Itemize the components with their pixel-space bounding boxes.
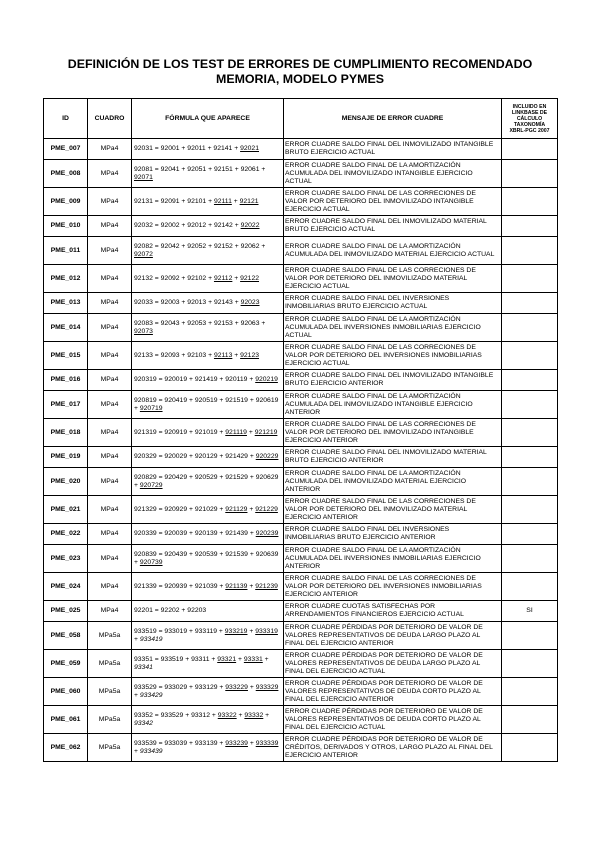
cell-cuadro: MPa4 — [88, 545, 132, 573]
table-row — [44, 160, 558, 188]
cell-formula — [132, 419, 284, 447]
cell-incluido — [502, 447, 558, 468]
header-incluido-line: TAXONOMÍA — [513, 121, 546, 128]
cell-formula — [132, 524, 284, 545]
cell-mensaje: ERROR CUADRE SALDO FINAL DEL INMOVILIZADO MATERIAL BRUTO EJERCICIO ACTUAL — [284, 216, 502, 237]
formula-segment: 921139 — [225, 582, 248, 590]
formula-segment: 921339 = 920939 + 921039 + — [134, 582, 226, 590]
formula-segment: 93352 = 933529 + 93312 + — [134, 711, 218, 719]
cell-cuadro: MPa5a — [88, 734, 132, 762]
header-incluido-line: INCLUIDO EN — [512, 103, 547, 110]
cell-id: PME_019 — [44, 447, 88, 468]
formula-segment: 92033 = 92003 + 92013 + 92143 + — [134, 299, 241, 306]
cell-cuadro: MPa5a — [88, 622, 132, 650]
cell-id: PME_060 — [44, 678, 88, 706]
cell-formula — [132, 370, 284, 391]
cell-formula — [132, 545, 284, 573]
cell-incluido — [502, 419, 558, 447]
formula-segment: 92071 — [134, 173, 153, 181]
cell-mensaje: ERROR CUADRE SALDO FINAL DE LA AMORTIZACIÓN ACUMULADA DEL INVERSIONES INMOBILIARIAS EJERCICIO ACTUAL — [284, 314, 502, 342]
cell-id: PME_058 — [44, 622, 88, 650]
cell-cuadro: MPa4 — [88, 524, 132, 545]
table-row — [44, 468, 558, 496]
cell-id: PME_016 — [44, 370, 88, 391]
cell-incluido — [502, 678, 558, 706]
formula-segment: 93341 — [134, 663, 153, 671]
formula-segment: 933419 — [139, 635, 163, 643]
formula-segment: 921319 = 920919 + 921019 + — [134, 428, 226, 436]
formula-segment: 920339 = 920039 + 920139 + 921439 + — [134, 530, 256, 537]
formula-segment: + — [247, 739, 256, 747]
formula-segment: 92021 — [240, 145, 259, 152]
cell-formula — [132, 160, 284, 188]
cell-cuadro: MPa4 — [88, 419, 132, 447]
cell-incluido: SI — [502, 601, 558, 622]
formula-segment: 92073 — [134, 327, 153, 335]
header-mensaje: MENSAJE DE ERROR CUADRE — [284, 99, 502, 139]
cell-mensaje: ERROR CUADRE SALDO FINAL DE LA AMORTIZACIÓN ACUMULADA DEL INMOVILIZADO INTANGIBLE EJERCICIO ACTUAL — [284, 160, 502, 188]
table-row — [44, 293, 558, 314]
table-row — [44, 601, 558, 622]
cell-formula — [132, 391, 284, 419]
cell-id: PME_014 — [44, 314, 88, 342]
cell-mensaje: ERROR CUADRE SALDO FINAL DE LAS CORRECIONES DE VALOR POR DETERIORO DEL INMOVILIZADO MATERIAL EJERCICIO ACTUAL — [284, 265, 502, 293]
cell-cuadro: MPa4 — [88, 468, 132, 496]
formula-segment: + — [247, 505, 256, 513]
formula-segment: 933229 — [225, 683, 248, 691]
cell-incluido — [502, 216, 558, 237]
formula-segment: + — [232, 351, 241, 359]
cell-incluido — [502, 496, 558, 524]
formula-segment: 92072 — [134, 250, 153, 258]
cell-cuadro: MPa4 — [88, 160, 132, 188]
cell-incluido — [502, 650, 558, 678]
cell-formula — [132, 650, 284, 678]
formula-segment: 920239 — [255, 530, 279, 537]
cell-id: PME_015 — [44, 342, 88, 370]
formula-segment: 933519 = 933019 + 933119 + — [134, 627, 225, 635]
formula-segment: + — [263, 711, 270, 719]
cell-incluido — [502, 468, 558, 496]
cell-incluido — [502, 265, 558, 293]
cell-incluido — [502, 622, 558, 650]
formula-segment: + — [247, 683, 256, 691]
cell-id: PME_017 — [44, 391, 88, 419]
cell-cuadro: MPa5a — [88, 678, 132, 706]
cell-cuadro: MPa4 — [88, 188, 132, 216]
header-incluido-line: CÁLCULO — [516, 115, 543, 122]
formula-segment: 92023 — [240, 299, 260, 306]
cell-formula — [132, 734, 284, 762]
cell-mensaje: ERROR CUADRE SALDO FINAL DE LA AMORTIZACIÓN ACUMULADA DEL INMOVILIZADO MATERIAL EJERCICIO ACTUAL — [284, 237, 502, 265]
table-row — [44, 678, 558, 706]
cell-formula — [132, 447, 284, 468]
formula-segment: 933329 — [255, 683, 279, 691]
cell-cuadro: MPa4 — [88, 601, 132, 622]
cell-formula — [132, 706, 284, 734]
cell-mensaje: ERROR CUADRE PÉRDIDAS POR DETERIORO DE VALOR DE VALORES REPRESENTATIVOS DE DEUDA CORTO PLAZO AL FINAL DEL EJERCICIO ACTUAL — [284, 706, 502, 734]
table-row — [44, 622, 558, 650]
cell-formula — [132, 314, 284, 342]
formula-segment: 93331 — [243, 655, 263, 663]
header-id: ID — [44, 99, 88, 139]
cell-mensaje: ERROR CUADRE SALDO FINAL DE LA AMORTIZACIÓN ACUMULADA DEL INVERSIONES INMOBILIARIAS EJERCICIO ANTERIOR — [284, 545, 502, 573]
formula-segment: 92032 = 92002 + 92012 + 92142 + — [134, 222, 241, 229]
cell-incluido — [502, 706, 558, 734]
cell-incluido — [502, 314, 558, 342]
header-incluido-line: XBRL-PGC 2007 — [509, 127, 550, 134]
cell-mensaje: ERROR CUADRE SALDO FINAL DEL INMOVILIZADO MATERIAL BRUTO EJERCICIO ANTERIOR — [284, 447, 502, 468]
table-row — [44, 216, 558, 237]
formula-segment: 933319 — [255, 627, 278, 635]
formula-segment: 92113 — [213, 351, 233, 359]
cell-id: PME_025 — [44, 601, 88, 622]
cell-id: PME_007 — [44, 139, 88, 160]
formula-segment: 920319 = 920019 + 921419 + 920119 + — [134, 376, 256, 383]
cell-mensaje: ERROR CUADRE PÉRDIDAS POR DETERIORO DE VALOR DE CRÉDITOS, DERIVADOS Y OTROS, LARGO PLAZO AL FINAL DEL EJERCICIO ANTERIOR — [284, 734, 502, 762]
formula-segment: + — [134, 635, 140, 643]
formula-segment: + — [247, 627, 256, 635]
formula-segment: + — [262, 655, 269, 663]
cell-formula — [132, 188, 284, 216]
formula-segment: 921329 = 920929 + 921029 + — [134, 505, 226, 513]
cell-mensaje: ERROR CUADRE SALDO FINAL DE LAS CORRECIONES DE VALOR POR DETERIORO DEL INMOVILIZADO INTANGIBLE EJERCICIO ACTUAL — [284, 188, 502, 216]
cell-id: PME_018 — [44, 419, 88, 447]
cell-cuadro: MPa4 — [88, 293, 132, 314]
formula-segment: 92081 = 92041 + 92051 + 92151 + 92061 + — [134, 165, 266, 173]
cell-formula — [132, 293, 284, 314]
formula-segment: + — [247, 582, 256, 590]
formula-segment: 92123 — [240, 351, 260, 359]
cell-incluido — [502, 370, 558, 391]
cell-mensaje: ERROR CUADRE SALDO FINAL DEL INMOVILIZADO INTANGIBLE BRUTO EJERCICIO ACTUAL — [284, 139, 502, 160]
table-row — [44, 139, 558, 160]
title-line-2: MEMORIA, MODELO PYMES — [216, 72, 384, 86]
cell-cuadro: MPa4 — [88, 342, 132, 370]
cell-mensaje: ERROR CUADRE SALDO FINAL DEL INVERSIONES INMOBILIARIAS BRUTO EJERCICIO ANTERIOR — [284, 524, 502, 545]
cell-formula — [132, 496, 284, 524]
cell-mensaje: ERROR CUADRE SALDO FINAL DE LA AMORTIZACIÓN ACUMULADA DEL INMOVILIZADO MATERIAL EJERCICIO ANTERIOR — [284, 468, 502, 496]
table-header-row — [44, 99, 558, 139]
cell-id: PME_021 — [44, 496, 88, 524]
cell-formula — [132, 622, 284, 650]
formula-segment: 921229 — [255, 505, 278, 513]
table-row — [44, 237, 558, 265]
table-row — [44, 734, 558, 762]
formula-segment: 920229 — [255, 453, 279, 460]
formula-segment: 933539 = 933039 + 933139 + — [134, 739, 226, 747]
cell-mensaje: ERROR CUADRE SALDO FINAL DE LAS CORRECIONES DE VALOR POR DETERIORO DEL INVERSIONES INMOBILIARIAS EJERCICIO ACTUAL — [284, 342, 502, 370]
table-row — [44, 650, 558, 678]
table-row — [44, 419, 558, 447]
formula-segment: 92122 — [240, 274, 260, 282]
table-row — [44, 391, 558, 419]
formula-segment: 92022 — [240, 222, 260, 229]
formula-segment: 92031 = 92001 + 92011 + 92141 + — [134, 145, 241, 152]
cell-id: PME_020 — [44, 468, 88, 496]
cell-incluido — [502, 237, 558, 265]
formula-segment: + — [232, 274, 241, 282]
formula-segment: 92132 = 92092 + 92102 + — [134, 274, 214, 282]
formula-segment: 921129 — [225, 505, 248, 513]
cell-cuadro: MPa4 — [88, 391, 132, 419]
formula-segment: 920739 — [139, 558, 163, 566]
formula-segment: 93322 — [217, 711, 237, 719]
formula-segment: + — [236, 711, 245, 719]
formula-segment: 920829 = 920429 + 920529 + 921529 + 920629 + — [134, 473, 279, 489]
cell-incluido — [502, 293, 558, 314]
cell-id: PME_009 — [44, 188, 88, 216]
formula-segment: 933219 — [224, 627, 248, 635]
formula-segment: + — [236, 655, 244, 663]
formula-segment: 921219 — [254, 428, 278, 436]
formula-segment: 93321 — [217, 655, 237, 663]
cell-formula — [132, 678, 284, 706]
table-row — [44, 545, 558, 573]
cell-id: PME_011 — [44, 237, 88, 265]
cell-incluido — [502, 545, 558, 573]
formula-segment: 92201 = 92202 + 92203 — [134, 607, 207, 614]
cell-formula — [132, 139, 284, 160]
cell-mensaje: ERROR CUADRE PÉRDIDAS POR DETERIORO DE VALOR DE VALORES REPRESENTATIVOS DE DEUDA LARGO PLAZO AL FINAL DEL EJERCICIO ANTERIOR — [284, 622, 502, 650]
cell-mensaje: ERROR CUADRE SALDO FINAL DE LAS CORRECIONES DE VALOR POR DETERIORO DEL INMOVILIZADO MATERIAL EJERCICIO ANTERIOR — [284, 496, 502, 524]
table-row — [44, 188, 558, 216]
formula-segment: 920219 — [255, 376, 278, 383]
cell-incluido — [502, 391, 558, 419]
cell-mensaje: ERROR CUADRE SALDO FINAL DEL INVERSIONES INMOBILIARIAS BRUTO EJERCICIO ACTUAL — [284, 293, 502, 314]
formula-segment: 93342 — [134, 719, 153, 727]
formula-segment: 933239 — [225, 739, 248, 747]
title-line-1: DEFINICIÓN DE LOS TEST DE ERRORES DE CUMPLIMIENTO RECOMENDADO — [67, 57, 533, 71]
cell-mensaje: ERROR CUADRE CUOTAS SATISFECHAS POR ARRENDAMIENTOS FINANCIEROS EJERCICIO ACTUAL — [284, 601, 502, 622]
cell-incluido — [502, 573, 558, 601]
cell-formula — [132, 573, 284, 601]
cell-id: PME_062 — [44, 734, 88, 762]
formula-segment: 92111 — [213, 197, 232, 205]
formula-segment: + — [246, 428, 255, 436]
formula-segment: 92083 = 92043 + 92053 + 92153 + 92063 + — [134, 319, 266, 327]
formula-segment: 921239 — [255, 582, 278, 590]
cell-mensaje: ERROR CUADRE SALDO FINAL DE LAS CORRECIONES DE VALOR POR DETERIORO DEL INVERSIONES INMOBILIARIAS EJERCICIO ANTERIOR — [284, 573, 502, 601]
cell-cuadro: MPa4 — [88, 216, 132, 237]
table-row — [44, 314, 558, 342]
cell-id: PME_013 — [44, 293, 88, 314]
formula-segment: 920729 — [139, 481, 163, 489]
formula-segment: 92121 — [239, 197, 259, 205]
cell-cuadro: MPa4 — [88, 265, 132, 293]
cell-cuadro: MPa4 — [88, 237, 132, 265]
cell-cuadro: MPa4 — [88, 370, 132, 391]
cell-id: PME_024 — [44, 573, 88, 601]
formula-segment: 933339 — [255, 739, 279, 747]
cell-id: PME_012 — [44, 265, 88, 293]
cell-cuadro: MPa5a — [88, 650, 132, 678]
formula-segment: + — [231, 197, 240, 205]
formula-segment: + — [134, 691, 140, 699]
formula-segment: 92131 = 92091 + 92101 + — [134, 197, 214, 205]
cell-mensaje: ERROR CUADRE SALDO FINAL DEL INMOVILIZADO INTANGIBLE BRUTO EJERCICIO ANTERIOR — [284, 370, 502, 391]
cell-incluido — [502, 734, 558, 762]
cell-mensaje: ERROR CUADRE SALDO FINAL DE LA AMORTIZACIÓN ACUMULADA DEL INMOVILIZADO INTANGIBLE EJERCICIO ANTERIOR — [284, 391, 502, 419]
formula-segment: 920719 — [139, 404, 163, 412]
document-title — [40, 57, 560, 87]
cell-id: PME_022 — [44, 524, 88, 545]
table-row — [44, 573, 558, 601]
formula-segment: 93332 — [244, 711, 264, 719]
cell-id: PME_010 — [44, 216, 88, 237]
cell-cuadro: MPa4 — [88, 573, 132, 601]
cell-cuadro: MPa4 — [88, 314, 132, 342]
table-row — [44, 496, 558, 524]
formula-segment: 920819 = 920419 + 920519 + 921519 + 920619 + — [134, 396, 279, 412]
cell-cuadro: MPa4 — [88, 496, 132, 524]
formula-segment: 933439 — [139, 747, 163, 755]
formula-segment: 933529 = 933029 + 933129 + — [134, 683, 226, 691]
cell-id: PME_059 — [44, 650, 88, 678]
formula-segment: 93351 = 933519 + 93311 + — [134, 655, 218, 663]
cell-incluido — [502, 160, 558, 188]
cell-formula — [132, 601, 284, 622]
cell-mensaje: ERROR CUADRE PÉRDIDAS POR DETERIORO DE VALOR DE VALORES REPRESENTATIVOS DE DEUDA CORTO PLAZO AL FINAL DEL EJERCICIO ANTERIOR — [284, 678, 502, 706]
formula-segment: 92133 = 92093 + 92103 + — [134, 351, 214, 359]
table-row — [44, 265, 558, 293]
cell-cuadro: MPa5a — [88, 706, 132, 734]
cell-cuadro: MPa4 — [88, 447, 132, 468]
cell-formula — [132, 237, 284, 265]
formula-segment: 92082 = 92042 + 92052 + 92152 + 92062 + — [134, 242, 266, 250]
cell-cuadro: MPa4 — [88, 139, 132, 160]
cell-id: PME_061 — [44, 706, 88, 734]
cell-mensaje: ERROR CUADRE PÉRDIDAS POR DETERIORO DE VALOR DE VALORES REPRESENTATIVOS DE DEUDA LARGO PLAZO AL FINAL DEL EJERCICIO ACTUAL — [284, 650, 502, 678]
table-row — [44, 524, 558, 545]
cell-incluido — [502, 188, 558, 216]
cell-incluido — [502, 342, 558, 370]
cell-formula — [132, 216, 284, 237]
formula-segment: + — [134, 747, 140, 755]
formula-segment: 920329 = 920029 + 920129 + 921429 + — [134, 453, 256, 460]
header-incluido — [502, 99, 558, 139]
cell-formula — [132, 468, 284, 496]
cell-id: PME_008 — [44, 160, 88, 188]
table-row — [44, 370, 558, 391]
table-row — [44, 342, 558, 370]
header-incluido-line: LINKBASE DE — [511, 109, 548, 116]
cell-id: PME_023 — [44, 545, 88, 573]
formula-segment: 92112 — [213, 274, 233, 282]
header-formula: FÓRMULA QUE APARECE — [132, 99, 284, 139]
table-row — [44, 706, 558, 734]
header-cuadro: CUADRO — [88, 99, 132, 139]
formula-segment: 933429 — [139, 691, 163, 699]
cell-mensaje: ERROR CUADRE SALDO FINAL DE LAS CORRECIONES DE VALOR POR DETERIORO DEL INMOVILIZADO INTANGIBLE EJERCICIO ANTERIOR — [284, 419, 502, 447]
cell-incluido — [502, 139, 558, 160]
cell-incluido — [502, 524, 558, 545]
formula-segment: 920839 = 920439 + 920539 + 921539 + 920639 + — [134, 550, 279, 566]
error-tests-table — [43, 98, 558, 762]
cell-formula — [132, 342, 284, 370]
formula-segment: 921119 — [225, 428, 247, 436]
table-row — [44, 447, 558, 468]
cell-formula — [132, 265, 284, 293]
